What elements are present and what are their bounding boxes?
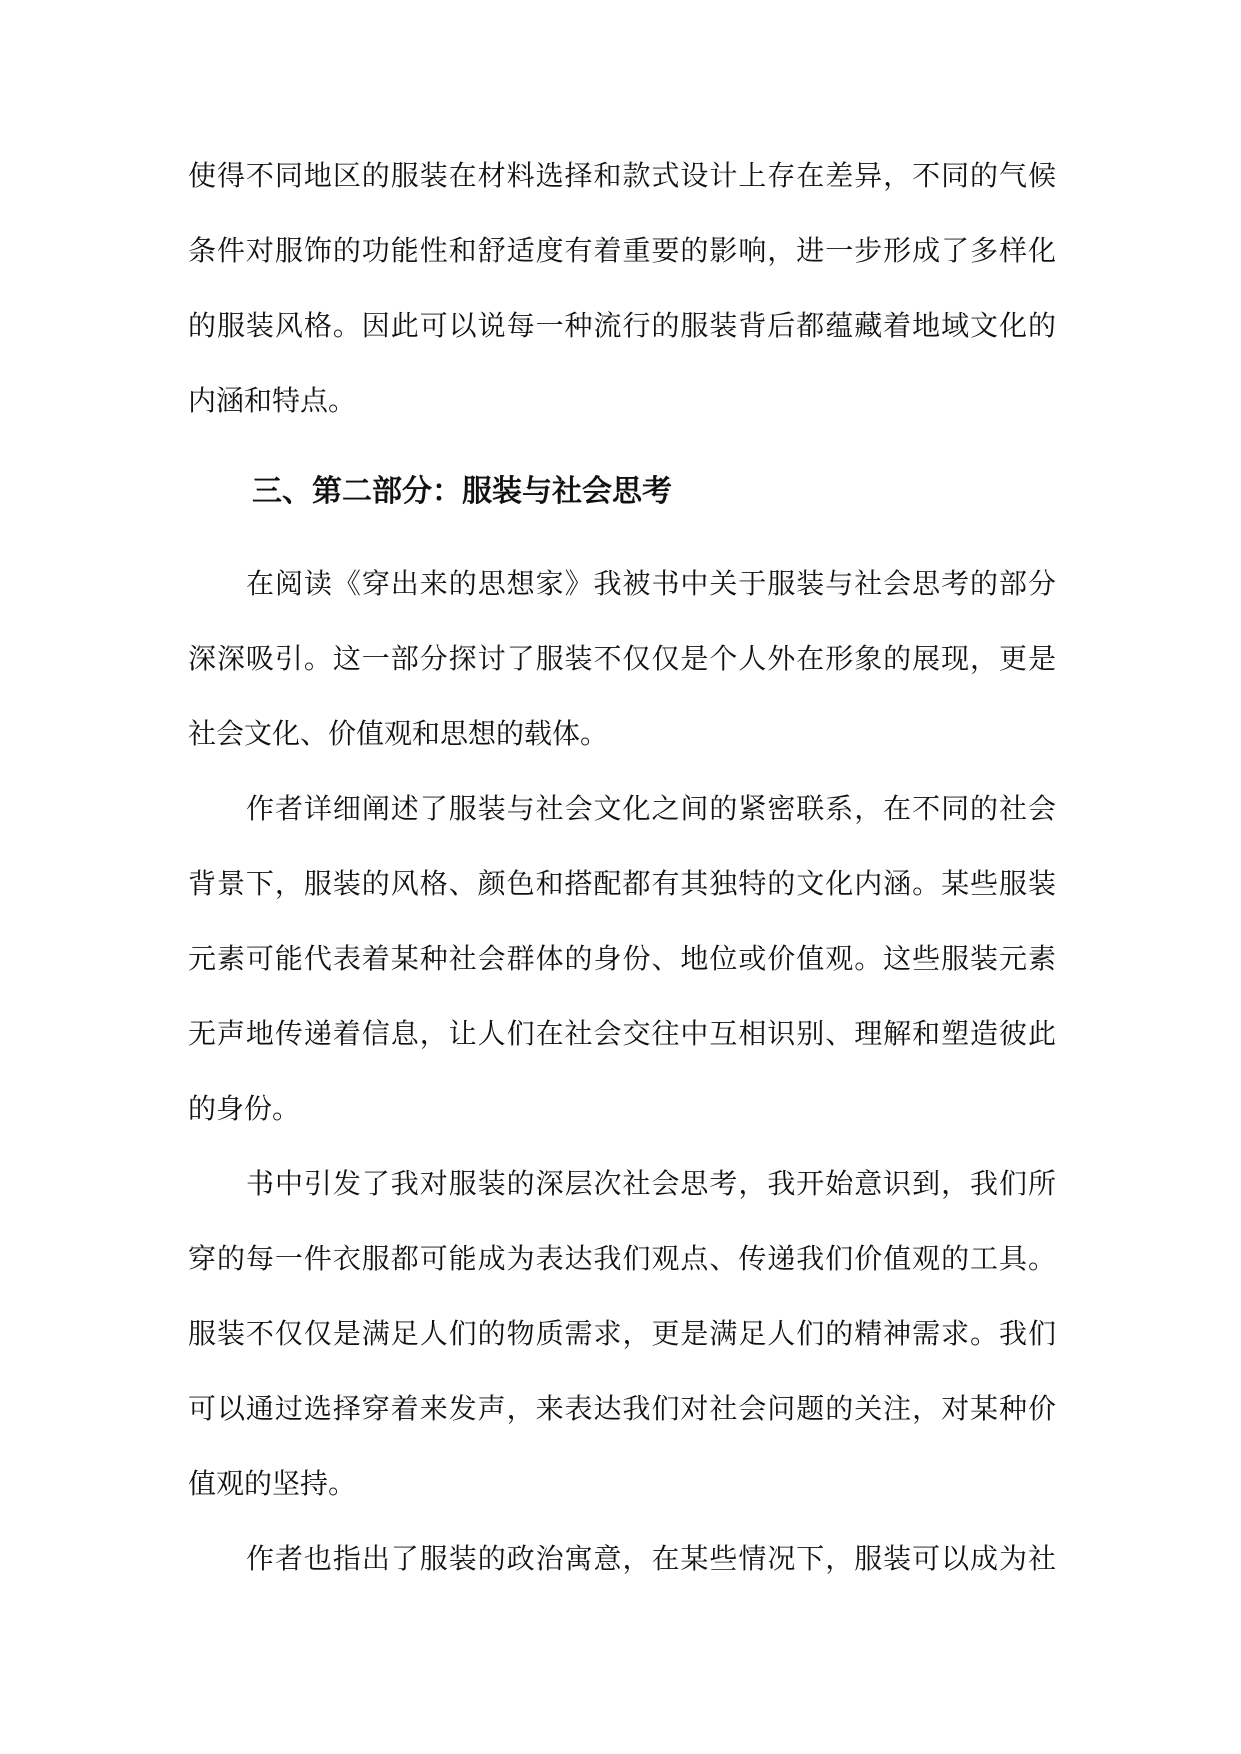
paragraph: [188, 1146, 1056, 1521]
text-line: 使得不同地区的服装在材料选择和款式设计上存在差异，不同的气候: [188, 159, 1056, 192]
text-line: 的服装风格。因此可以说每一种流行的服装背后都蕴藏着地域文化的: [188, 309, 1056, 342]
text-line: 服装不仅仅是满足人们的物质需求，更是满足人们的精神需求。我们: [188, 1317, 1056, 1350]
text-line: 内涵和特点。: [188, 384, 357, 417]
text-line: 作者也指出了服装的政治寓意，在某些情况下，服装可以成为社: [246, 1542, 1056, 1575]
text-line: 的身份。: [188, 1092, 301, 1125]
text-line: 在阅读《穿出来的思想家》我被书中关于服装与社会思考的部分: [246, 567, 1056, 600]
text-line: 作者详细阐述了服装与社会文化之间的紧密联系，在不同的社会: [246, 792, 1056, 825]
text-line: 社会文化、价值观和思想的载体。: [188, 717, 609, 750]
paragraph: [188, 1521, 1056, 1596]
text-line: 可以通过选择穿着来发声，来表达我们对社会问题的关注，对某种价: [188, 1392, 1056, 1425]
text-line: 元素可能代表着某种社会群体的身份、地位或价值观。这些服装元素: [188, 942, 1056, 975]
text-line: 背景下，服装的风格、颜色和搭配都有其独特的文化内涵。某些服装: [188, 867, 1056, 900]
paragraph: [188, 771, 1056, 1146]
section-heading: 三、第二部分：服装与社会思考: [252, 474, 672, 509]
text-line: 值观的坚持。: [188, 1467, 357, 1500]
paragraph-continued: [188, 138, 1056, 438]
text-line: 条件对服饰的功能性和舒适度有着重要的影响，进一步形成了多样化: [188, 234, 1056, 267]
paragraph: [188, 546, 1056, 771]
text-line: 穿的每一件衣服都可能成为表达我们观点、传递我们价值观的工具。: [188, 1242, 1056, 1275]
document-body: [188, 138, 1056, 1596]
text-line: 无声地传递着信息，让人们在社会交往中互相识别、理解和塑造彼此: [188, 1017, 1056, 1050]
text-line: 书中引发了我对服装的深层次社会思考，我开始意识到，我们所: [246, 1167, 1056, 1200]
text-line: 深深吸引。这一部分探讨了服装不仅仅是个人外在形象的展现，更是: [188, 642, 1056, 675]
